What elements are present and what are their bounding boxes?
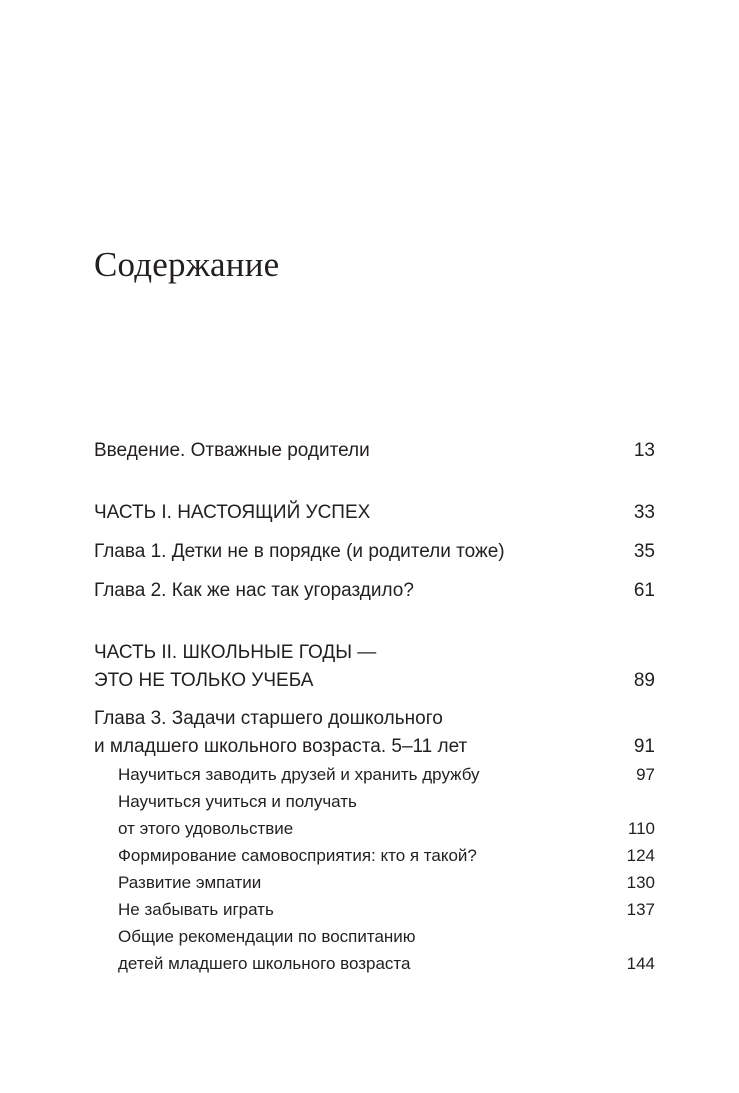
toc-subentry-play[interactable] [118, 896, 655, 923]
toc-entry-title: Глава 2. Как же нас так угораздило? [94, 580, 414, 601]
toc-subentry-friends[interactable] [118, 761, 655, 788]
toc-entry-title: Введение. Отважные родители [94, 440, 370, 461]
toc-entry-chapter-2[interactable] [94, 577, 655, 605]
toc-entry-part-1[interactable] [94, 499, 655, 527]
toc-entry-chapter-3-line1[interactable] [94, 705, 655, 733]
toc-page-number: 33 [633, 502, 655, 523]
toc-entry-title: Научиться заводить друзей и хранить дружбу [118, 765, 480, 784]
toc-entry-title: ЧАСТЬ II. ШКОЛЬНЫЕ ГОДЫ — [94, 642, 377, 663]
toc-page-number: 124 [626, 846, 655, 865]
toc-subentry-empathy[interactable] [118, 869, 655, 896]
toc-page-number: 144 [626, 954, 655, 973]
toc-entry-chapter-1[interactable] [94, 538, 655, 566]
toc-entry-title: Глава 3. Задачи старшего дошкольного [94, 708, 443, 729]
toc-page-number: 137 [626, 900, 655, 919]
toc-entry-title: Не забывать играть [118, 900, 274, 919]
toc-entry-title: ЭТО НЕ ТОЛЬКО УЧЕБА [94, 670, 314, 691]
toc-page-number: 110 [627, 819, 655, 838]
toc-entry-title: Глава 1. Детки не в порядке (и родители тоже) [94, 541, 505, 562]
toc-entry-title: Общие рекомендации по воспитанию [118, 927, 416, 946]
toc-entry-title: Научиться учиться и получать [118, 792, 357, 811]
toc-subentry-recommendations-line2[interactable] [118, 950, 655, 977]
toc-entry-part-2-line1[interactable] [94, 639, 655, 667]
toc-page-number: 35 [633, 541, 655, 562]
toc-subentry-recommendations-line1[interactable] [118, 923, 655, 950]
toc-entry-chapter-3-line2[interactable] [94, 733, 655, 761]
page-title: Содержание [94, 245, 280, 284]
toc-entry-part-2-line2[interactable] [94, 667, 655, 695]
toc-subentry-learning-line2[interactable] [118, 815, 655, 842]
toc-entry-title: и младшего школьного возраста. 5–11 лет [94, 736, 468, 757]
toc-entry-title: детей младшего школьного возраста [118, 954, 411, 973]
toc-entry-title: Формирование самовосприятия: кто я такой? [118, 846, 477, 865]
toc-subentry-learning-line1[interactable] [118, 788, 655, 815]
toc-page-number: 97 [636, 765, 655, 784]
toc-page-number: 13 [633, 440, 655, 461]
toc-page-number: 91 [633, 736, 655, 757]
toc-entry-introduction[interactable] [94, 437, 655, 465]
toc-subentry-self-perception[interactable] [118, 842, 655, 869]
toc-page-number: 130 [626, 873, 655, 892]
toc-page-number: 61 [633, 580, 655, 601]
toc-entry-title: от этого удовольствие [118, 819, 294, 838]
toc-page-number: 89 [633, 670, 655, 691]
toc-entry-title: Развитие эмпатии [118, 873, 262, 892]
toc-entry-title: ЧАСТЬ I. НАСТОЯЩИЙ УСПЕХ [94, 502, 371, 523]
